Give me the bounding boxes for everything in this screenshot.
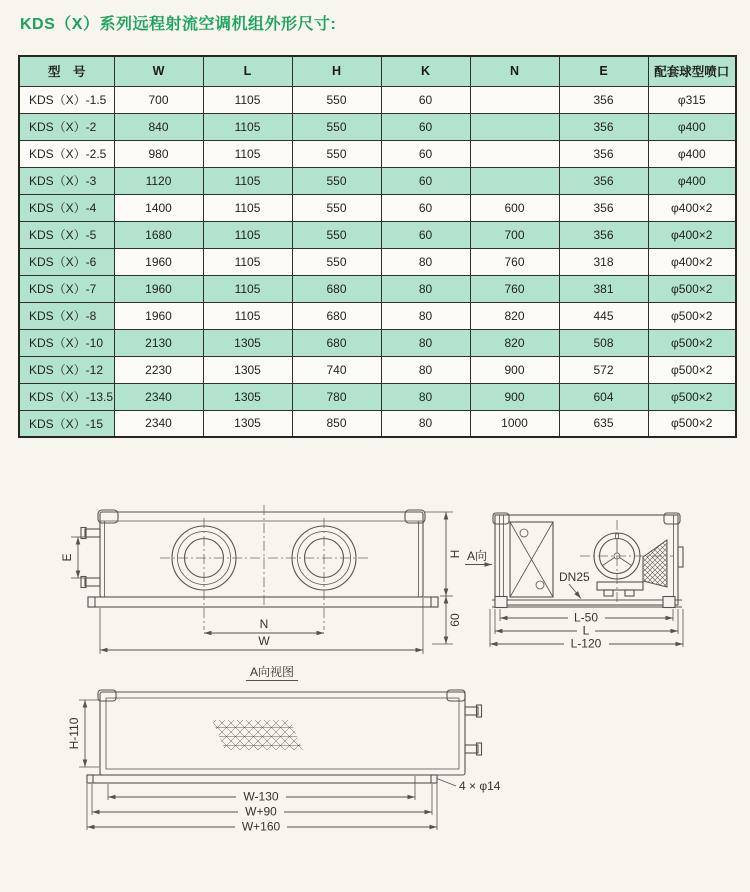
model-cell: KDS（X）-2.5 [19, 140, 114, 167]
value-cell: 1400 [114, 194, 203, 221]
value-cell: 80 [381, 275, 470, 302]
model-cell: KDS（X）-15 [19, 410, 114, 437]
value-cell: 900 [470, 383, 559, 410]
view-a-arrow [465, 549, 492, 565]
value-cell: 318 [559, 248, 648, 275]
value-cell: 550 [292, 140, 381, 167]
dim-l50-label: L-50 [573, 610, 599, 625]
drain-callout [559, 570, 590, 599]
table-row [19, 275, 736, 302]
value-cell: 820 [470, 302, 559, 329]
dim-60-label: 60 [448, 613, 463, 627]
value-cell: 680 [292, 329, 381, 356]
spec-table-body [19, 86, 736, 437]
dimension-h110 [67, 700, 99, 767]
value-cell: 1305 [203, 356, 292, 383]
value-cell: 2130 [114, 329, 203, 356]
value-cell: 550 [292, 113, 381, 140]
value-cell: 60 [381, 194, 470, 221]
table-header-row [19, 56, 736, 86]
value-cell: 60 [381, 113, 470, 140]
value-cell: 356 [559, 113, 648, 140]
value-cell: 80 [381, 410, 470, 437]
value-cell: φ500×2 [648, 383, 736, 410]
col-header-w: W [114, 56, 203, 86]
table-row [19, 356, 736, 383]
value-cell: 1000 [470, 410, 559, 437]
value-cell: 1305 [203, 329, 292, 356]
page-title: KDS（X）系列远程射流空调机组外形尺寸: [20, 16, 337, 33]
drawing-a-view [60, 660, 505, 845]
value-cell: 680 [292, 302, 381, 329]
model-cell: KDS（X）-5 [19, 221, 114, 248]
holes-label: 4 × φ14 [459, 779, 501, 793]
value-cell: 1120 [114, 167, 203, 194]
dim-h-label: H [448, 549, 463, 559]
value-cell: 80 [381, 383, 470, 410]
model-cell: KDS（X）-10 [19, 329, 114, 356]
table-row [19, 194, 736, 221]
dim-l120-label: L-120 [570, 636, 602, 651]
pipe-stubs [81, 528, 100, 588]
value-cell: φ400×2 [648, 248, 736, 275]
value-cell [470, 140, 559, 167]
value-cell: φ500×2 [648, 302, 736, 329]
drain-label: DN25 [559, 570, 590, 584]
table-row [19, 113, 736, 140]
value-cell: 80 [381, 302, 470, 329]
value-cell [470, 86, 559, 113]
value-cell: 2230 [114, 356, 203, 383]
model-cell: KDS（X）-3 [19, 167, 114, 194]
value-cell: φ400×2 [648, 194, 736, 221]
value-cell: 700 [114, 86, 203, 113]
model-cell: KDS（X）-2 [19, 113, 114, 140]
value-cell: 356 [559, 86, 648, 113]
value-cell: φ500×2 [648, 410, 736, 437]
value-cell: 1105 [203, 86, 292, 113]
value-cell: 2340 [114, 410, 203, 437]
value-cell: φ315 [648, 86, 736, 113]
value-cell: 780 [292, 383, 381, 410]
value-cell: 356 [559, 140, 648, 167]
value-cell: 604 [559, 383, 648, 410]
view-title-group [246, 665, 298, 681]
unit-body [98, 510, 425, 597]
col-header-nozzle: 配套球型喷口 [648, 56, 736, 86]
value-cell: 2340 [114, 383, 203, 410]
value-cell: 356 [559, 221, 648, 248]
value-cell: φ500×2 [648, 356, 736, 383]
model-cell: KDS（X）-8 [19, 302, 114, 329]
spec-table [18, 55, 737, 438]
value-cell: 900 [470, 356, 559, 383]
value-cell: 760 [470, 275, 559, 302]
dim-n-label: N [259, 617, 269, 631]
value-cell: 80 [381, 356, 470, 383]
value-cell: 1105 [203, 140, 292, 167]
dimension-l50 [500, 609, 673, 625]
diffuser-cone [643, 540, 667, 587]
value-cell [470, 113, 559, 140]
drawing-front-view [60, 490, 463, 675]
bottom-flange [88, 597, 438, 607]
value-cell: 1305 [203, 410, 292, 437]
model-cell: KDS（X）-4 [19, 194, 114, 221]
value-cell: 1105 [203, 302, 292, 329]
value-cell: 980 [114, 140, 203, 167]
table-row [19, 329, 736, 356]
col-header-h: H [292, 56, 381, 86]
value-cell: 1105 [203, 113, 292, 140]
value-cell: 1960 [114, 302, 203, 329]
value-cell: 1105 [203, 275, 292, 302]
dimension-w130 [108, 776, 415, 804]
value-cell: 1960 [114, 248, 203, 275]
value-cell: 60 [381, 86, 470, 113]
dim-w90-label: W+90 [245, 804, 277, 819]
value-cell: 550 [292, 248, 381, 275]
value-cell: 850 [292, 410, 381, 437]
value-cell: 820 [470, 329, 559, 356]
dim-l-label: L [582, 623, 590, 638]
table-row [19, 248, 736, 275]
dim-w-label: W [258, 634, 270, 648]
model-cell: KDS（X）-1.5 [19, 86, 114, 113]
fan-icon [594, 533, 643, 596]
bottom-flange [87, 775, 437, 783]
value-cell: φ400 [648, 167, 736, 194]
col-header-l: L [203, 56, 292, 86]
value-cell: 550 [292, 194, 381, 221]
table-row [19, 383, 736, 410]
value-cell: φ500×2 [648, 329, 736, 356]
value-cell: 1105 [203, 221, 292, 248]
value-cell: 1680 [114, 221, 203, 248]
filter-section [510, 522, 553, 597]
value-cell: 740 [292, 356, 381, 383]
model-cell: KDS（X）-6 [19, 248, 114, 275]
value-cell: 1305 [203, 383, 292, 410]
value-cell: 1105 [203, 248, 292, 275]
dimension-e [60, 537, 86, 578]
value-cell: 80 [381, 329, 470, 356]
value-cell [470, 167, 559, 194]
holes-callout [437, 779, 501, 794]
value-cell: 508 [559, 329, 648, 356]
table-row [19, 167, 736, 194]
dim-e-label: E [60, 553, 75, 562]
grille-mesh [212, 720, 303, 750]
value-cell: 356 [559, 194, 648, 221]
value-cell: 1105 [203, 167, 292, 194]
table-row [19, 410, 736, 437]
value-cell: 550 [292, 221, 381, 248]
dim-w130-label: W-130 [243, 789, 279, 804]
col-header-k: K [381, 56, 470, 86]
drawing-side-view [455, 490, 700, 660]
value-cell: 60 [381, 167, 470, 194]
value-cell: 60 [381, 140, 470, 167]
value-cell: 445 [559, 302, 648, 329]
model-cell: KDS（X）-13.5 [19, 383, 114, 410]
value-cell: 550 [292, 86, 381, 113]
value-cell: 680 [292, 275, 381, 302]
value-cell: 635 [559, 410, 648, 437]
value-cell: 356 [559, 167, 648, 194]
dim-w160-label: W+160 [241, 819, 281, 834]
value-cell: 1105 [203, 194, 292, 221]
table-row [19, 140, 736, 167]
value-cell: 1960 [114, 275, 203, 302]
col-header-model: 型 号 [19, 56, 114, 86]
view-title: A向视图 [249, 665, 295, 679]
value-cell: 760 [470, 248, 559, 275]
view-a-label: A向 [467, 549, 488, 563]
table-row [19, 86, 736, 113]
table-row [19, 221, 736, 248]
value-cell: φ400×2 [648, 221, 736, 248]
value-cell: 840 [114, 113, 203, 140]
value-cell: 550 [292, 167, 381, 194]
value-cell: 700 [470, 221, 559, 248]
value-cell: φ400 [648, 113, 736, 140]
dimension-n [204, 617, 324, 633]
table-row [19, 302, 736, 329]
value-cell: 600 [470, 194, 559, 221]
bottom-flange [492, 597, 682, 608]
value-cell: φ500×2 [648, 275, 736, 302]
value-cell: 60 [381, 221, 470, 248]
model-cell: KDS（X）-12 [19, 356, 114, 383]
pipe-stubs [465, 705, 482, 755]
value-cell: 80 [381, 248, 470, 275]
value-cell: 381 [559, 275, 648, 302]
dim-h110-label: H-110 [67, 717, 82, 750]
centerlines [160, 505, 368, 630]
col-header-e: E [559, 56, 648, 86]
model-cell: KDS（X）-7 [19, 275, 114, 302]
value-cell: φ400 [648, 140, 736, 167]
col-header-n: N [470, 56, 559, 86]
value-cell: 572 [559, 356, 648, 383]
